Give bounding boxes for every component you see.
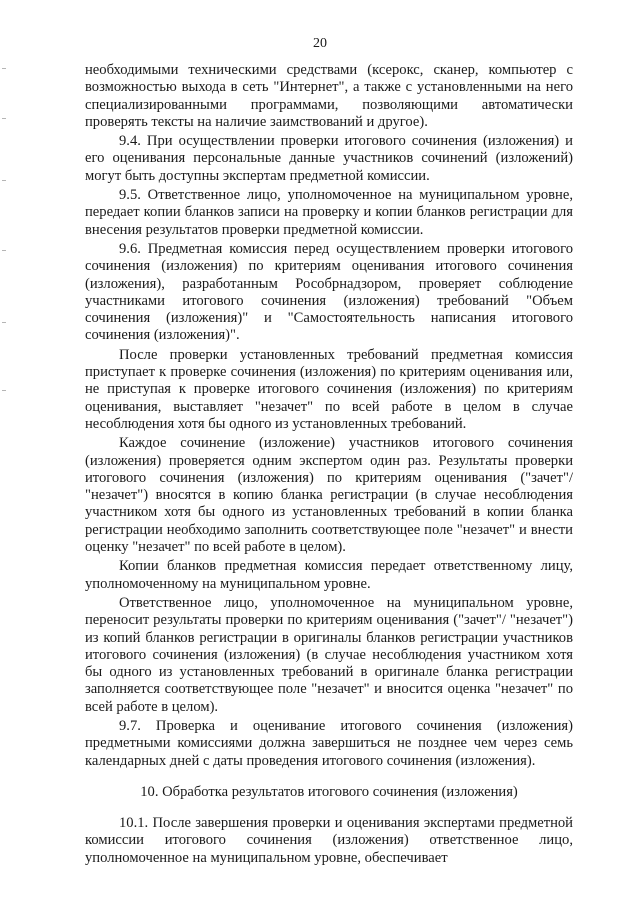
paragraph-each-essay: Каждое сочинение (изложение) участников итогового сочинения (изложения) проверяется одним экспертом один раз. Результаты проверки итогового сочинения (изложения) по критериям оценивания ("зачет"/ "незачет") вносятся в копию бланка регистрации (в случае несоблюдения участником хотя бы одного из установленных требований в копии бланка регистрации необходимо заполнить соответствующее поле "незачет" и внести оценку "незачет" по всей работе в целом). xyxy=(85,435,573,556)
page-number: 20 xyxy=(313,36,327,51)
paragraph-copies-transfer: Копии бланков предметная комиссия передает ответственному лицу, уполномоченному на муниципальном уровне. xyxy=(85,558,573,592)
paragraph-continuation: необходимыми техническими средствами (ксерокс, сканер, компьютер с возможностью выхода в сеть "Интернет", а также с установленными на него специализированными программами, позволяющими автоматически проверять тексты на наличие заимствований и другое). xyxy=(85,62,573,130)
section-heading: 10. Обработка результатов итогового сочинения (изложения) xyxy=(140,783,518,800)
paragraph-9-6: 9.6. Предметная комиссия перед осуществлением проверки итогового сочинения (изложения) по критериям оценивания итогового сочинения (изложения), разработанным Рособрнадзором, проверяет соблюдение участниками итогового сочинения (изложения) требований "Объем сочинения (изложения)" и "Самостоятельность написания итогового сочинения (изложения)". xyxy=(85,240,573,344)
paragraph-9-5: 9.5. Ответственное лицо, уполномоченное на муниципальном уровне, передает копии бланков записи на проверку и копии бланков регистрации для внесения результатов проверки предметной комиссии. xyxy=(85,187,573,238)
document-body xyxy=(85,62,573,869)
paragraph-responsible-person: Ответственное лицо, уполномоченное на муниципальном уровне, переносит результаты проверки по критериям оценивания ("зачет"/ "незачет") из копий бланков регистрации в оригиналы бланков регистрации участников итогового сочинения (изложения) (в случае несоблюдения участником хотя бы одного из установленных требований в оригинале бланка регистрации заполняется соответствующее поле "незачет" и вносится оценка "незачет" по всей работе в целом). xyxy=(85,594,573,715)
scan-margin-marks xyxy=(2,60,12,420)
paragraph-9-4: 9.4. При осуществлении проверки итогового сочинения (изложения) и его оценивания персональные данные участников сочинений (изложений) могут быть доступны экспертам предметной комиссии. xyxy=(85,133,573,184)
paragraph-after-checks: После проверки установленных требований предметная комиссия приступает к проверке сочинения (изложения) по критериям оценивания или, не приступая к проверке итогового сочинения (изложения) по критериям оценивания, выставляет "незачет" по всей работе в целом в случае несоблюдения хотя бы одного из установленных требований. xyxy=(85,346,573,432)
paragraph-10-1: 10.1. После завершения проверки и оценивания экспертами предметной комиссии итогового сочинения (изложения) ответственное лицо, уполномоченное на муниципальном уровне, обеспечивает xyxy=(85,815,573,866)
paragraph-9-7: 9.7. Проверка и оценивание итогового сочинения (изложения) предметными комиссиями должна завершиться не позднее чем через семь календарных дней с даты проведения итогового сочинения (изложения). xyxy=(85,717,573,769)
